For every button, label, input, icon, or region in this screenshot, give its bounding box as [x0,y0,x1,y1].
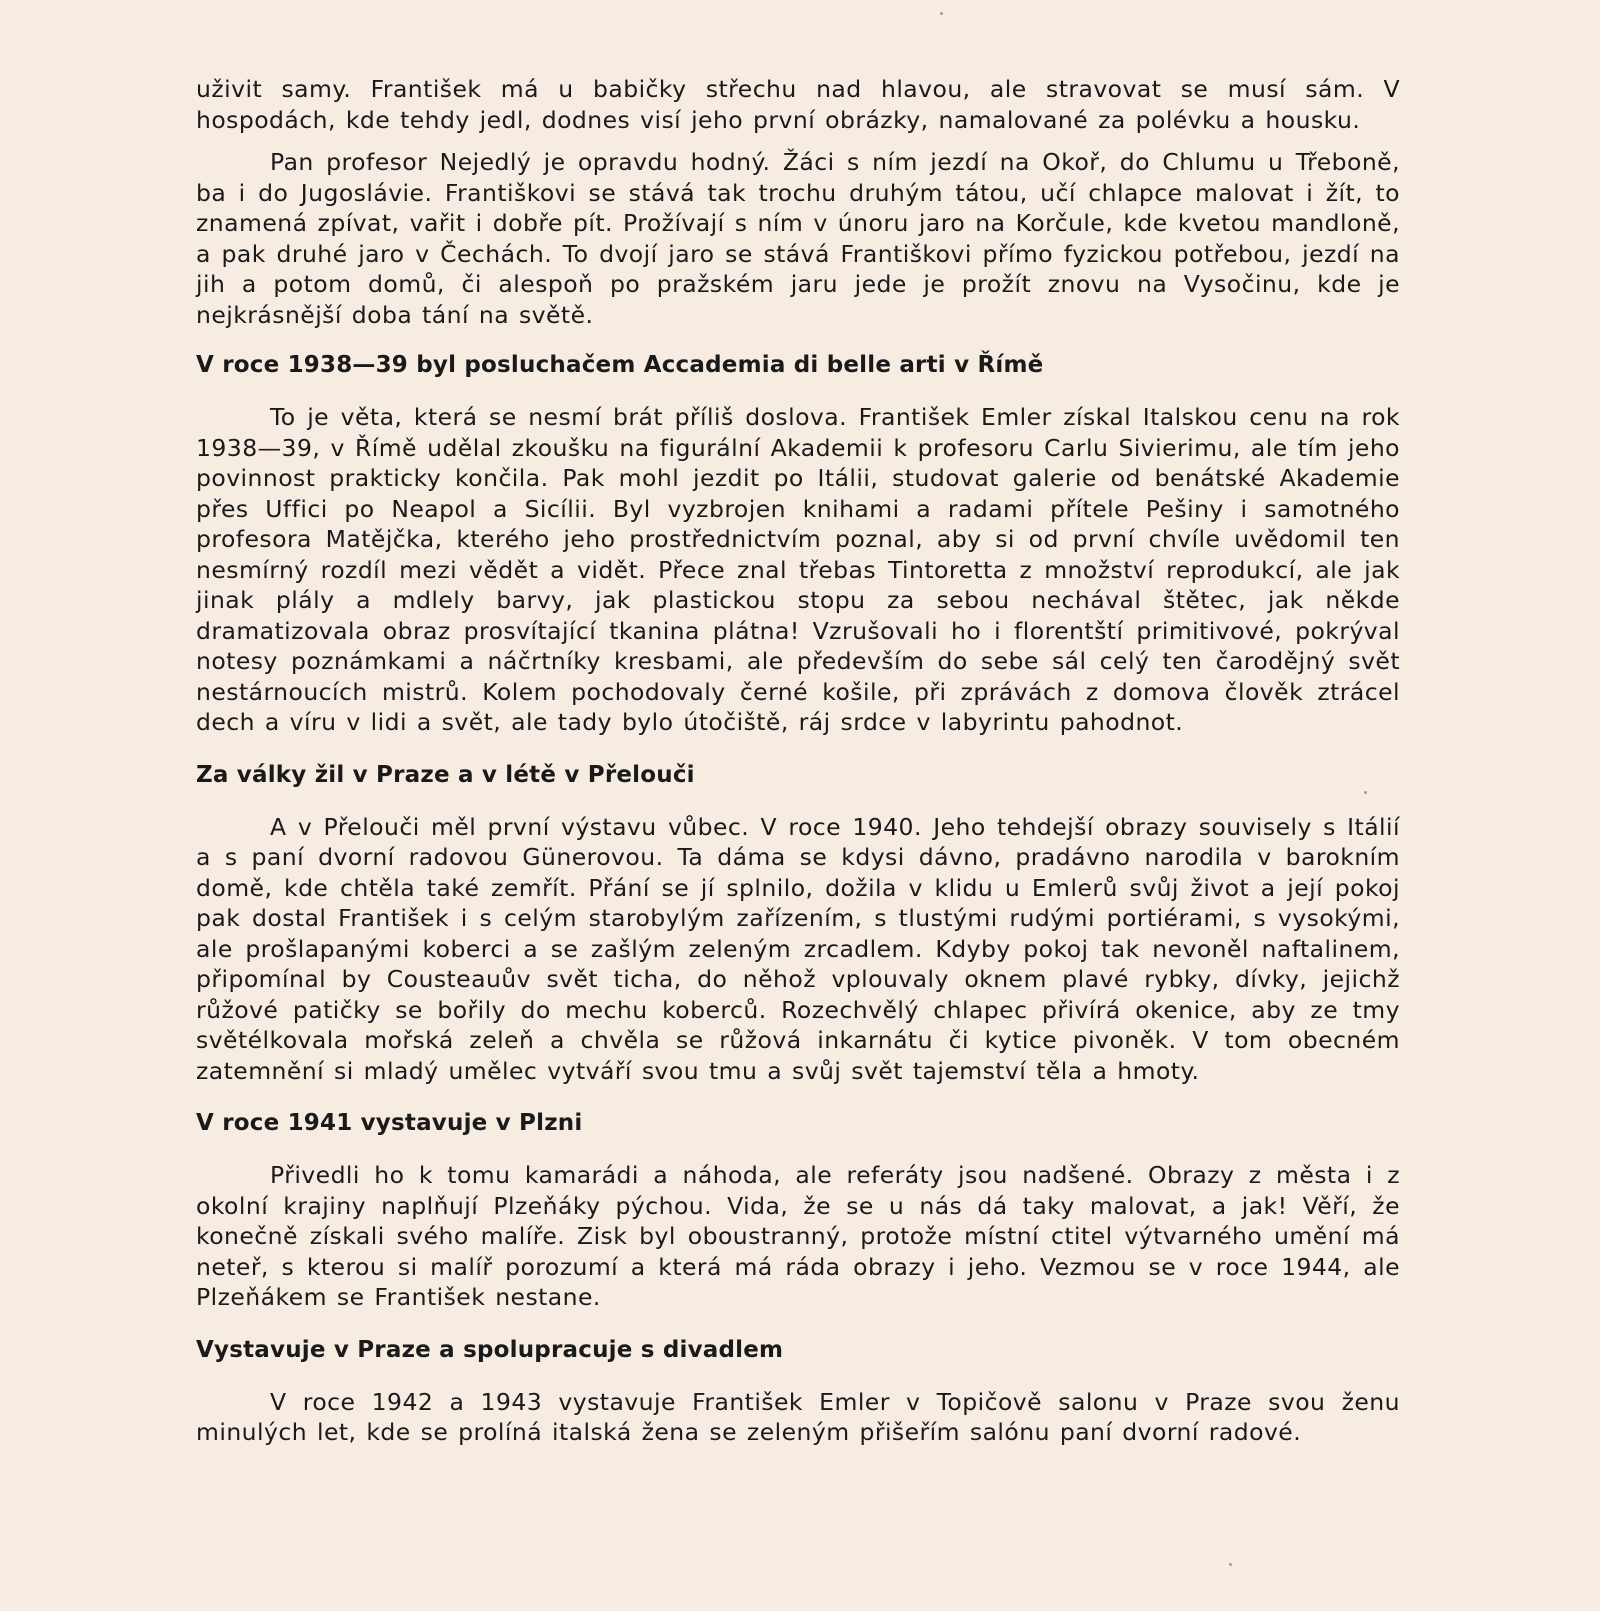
paper-speck [940,12,943,15]
paper-speck [1229,1563,1232,1566]
paragraph-topic-salon: V roce 1942 a 1943 vystavuje František Emler v Topičově salonu v Praze svou ženu minulých let, kde se prolíná italská žena se zeleným přišeřím salónu paní dvorní radové. [196,1387,1400,1446]
text-column [196,74,1400,1448]
section-heading-plzen: V roce 1941 vystavuje v Plzni [196,1110,583,1136]
section-heading-prague-theatre: Vystavuje v Praze a spolupracuje s divadlem [196,1336,784,1363]
section-heading-rome: V roce 1938—39 byl posluchačem Accademia di belle arti v Římě [196,352,1044,378]
paper-speck [1364,791,1367,794]
paragraph-professor-nejedly: Pan profesor Nejedlý je opravdu hodný. Žáci s ním jezdí na Okoř, do Chlumu u Třeboně, ba i do Jugoslávie. Františkovi se stává tak trochu druhým tátou, učí chlapce malovat i žít, to znamená zpívat, vařit i dobře pít. Prožívají s ním v únoru jaro na Korčule, kde kvetou mandloně, a pak druhé jaro v Čechách. To dvojí jaro se stává Františkovi přímo fyzickou potřebou, jezdí na jih a potom domů, či alespoň po pražském jaru jede je prožít znovu na Vysočinu, kde je nejkrásnější doba tání na světě. [196,148,1400,329]
paragraph-rome: To je věta, která se nesmí brát příliš doslova. František Emler získal Italskou cenu na rok 1938—39, v Římě udělal zkoušku na figurální Akademii k profesoru Carlu Sivierimu, ale tím jeho povinnost prakticky končila. Pak mohl jezdit po Itálii, studovat galerie od benátské Akademie přes Uffici po Neapol a Sicílii. Byl vyzbrojen knihami a radami přítele Pešiny i samotného profesora Matějčka, kterého jeho prostřednictvím poznal, aby si od první chvíle uvědomil ten nesmírný rozdíl mezi vědět a vidět. Přece znal třebas Tintoretta z množství reprodukcí, ale jak jinak plály a mdlely barvy, jak plastickou stopu za sebou nechával štětec, jak někde dramatizovala obraz prosvítající tkanina plátna! Vzrušovali ho i florentští primitivové, pokrýval notesy poznámkami a náčrtníky kresbami, ale především do sebe sál celý ten čarodějný svět nestárnoucích mistrů. Kolem pochodovaly černé košile, při zprávách z domova člověk ztrácel dech a víru v lidi a svět, ale tady bylo útočiště, ráj srdce v labyrintu pahodnot. [196,403,1400,736]
section-heading-war: Za války žil v Praze a v létě v Přelouči [196,761,695,788]
paragraph-plzen: Přivedli ho k tomu kamarádi a náhoda, ale referáty jsou nadšené. Obrazy z města i z okolní krajiny naplňují Plzeňáky pýchou. Vida, že se u nás dá taky malovat, a jak! Věří, že konečně získali svého malíře. Zisk byl oboustranný, protože místní ctitel výtvarného umění má neteř, s kterou si malíř porozumí a která má ráda obrazy i jeho. Vezmou se v roce 1944, ale Plzeňákem se František nestane. [196,1161,1400,1311]
paragraph-prelouc: A v Přelouči měl první výstavu vůbec. V roce 1940. Jeho tehdejší obrazy souvisely s Itálií a s paní dvorní radovou Günerovou. Ta dáma se kdysi dávno, pradávno narodila v barokním domě, kde chtěla také zemřít. Přání se jí splnilo, dožila v klidu u Emlerů svůj život a její pokoj pak dostal František i s celým starobylým zařízením, s tlustými rudými portiérami, s vysokými, ale prošlapanými koberci a se zašlým zeleným zrcadlem. Kdyby pokoj tak nevoněl naftalinem, připomínal by Cousteauův svět ticha, do něhož vplouvaly oknem plavé rybky, dívky, jejichž růžové patičky se bořily do mechu koberců. Rozechvělý chlapec přivírá okenice, aby ze tmy světélkovala mořská zeleň a chvěla se růžová inkarnátu či kytice pivoněk. V tom obecném zatemnění si mladý umělec vytváří svou tmu a svůj svět tajemství těla a hmoty. [196,812,1400,1085]
paragraph-continuation: uživit samy. František má u babičky střechu nad hlavou, ale stravovat se musí sám. V hospodách, kde tehdy jedl, dodnes visí jeho první obrázky, namalované za polévku a housku. [196,75,1400,134]
